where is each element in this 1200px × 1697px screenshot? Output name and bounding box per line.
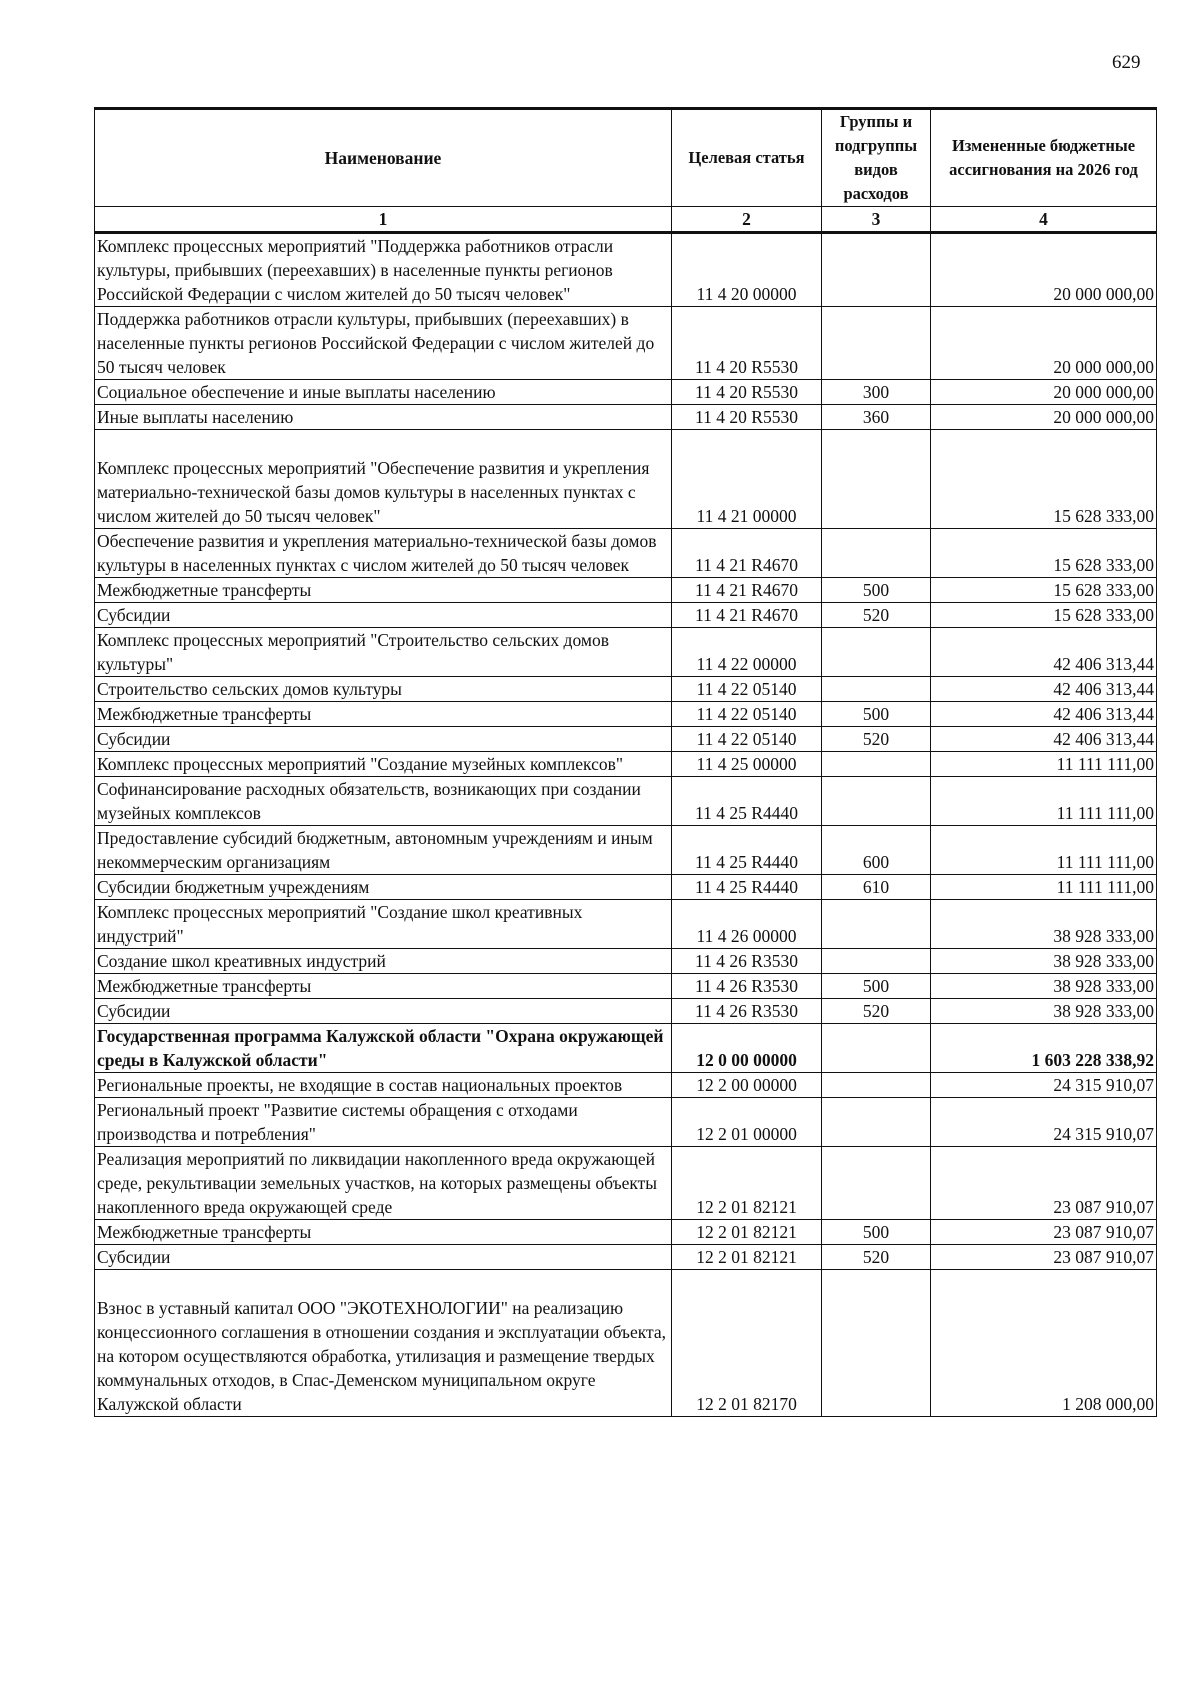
table-row [95,702,1157,727]
row-group: 500 [822,974,931,999]
row-group [822,1024,931,1073]
row-amount: 23 087 910,07 [931,1220,1157,1245]
column-number: 4 [931,207,1157,233]
row-code: 11 4 20 R5530 [672,307,822,380]
row-code: 12 2 01 82121 [672,1220,822,1245]
table-row [95,1147,1157,1220]
row-code: 11 4 25 R4440 [672,777,822,826]
row-code: 12 2 01 82121 [672,1147,822,1220]
row-code: 11 4 22 05140 [672,727,822,752]
row-group [822,777,931,826]
row-name: Межбюджетные трансферты [95,702,672,727]
row-name: Субсидии [95,603,672,628]
row-name: Региональные проекты, не входящие в состав национальных проектов [95,1073,672,1098]
table-row [95,529,1157,578]
table-row [95,628,1157,677]
table-row [95,875,1157,900]
row-code: 11 4 20 00000 [672,233,822,307]
table-row [95,578,1157,603]
row-amount: 11 111 111,00 [931,826,1157,875]
row-name: Региональный проект "Развитие системы обращения с отходами производства и потребления" [95,1098,672,1147]
row-group [822,1073,931,1098]
row-name: Государственная программа Калужской области "Охрана окружающей среды в Калужской области" [95,1024,672,1073]
column-number-row [95,207,1157,233]
row-group [822,628,931,677]
row-name: Межбюджетные трансферты [95,974,672,999]
table-row [95,949,1157,974]
budget-table [94,107,1157,1417]
row-name: Субсидии [95,727,672,752]
row-amount: 15 628 333,00 [931,430,1157,529]
row-amount: 24 315 910,07 [931,1073,1157,1098]
table-row [95,430,1157,529]
table-row [95,999,1157,1024]
table-row [95,1098,1157,1147]
row-amount: 23 087 910,07 [931,1147,1157,1220]
row-group: 500 [822,1220,931,1245]
table-row [95,752,1157,777]
row-amount: 42 406 313,44 [931,702,1157,727]
row-code: 11 4 21 R4670 [672,578,822,603]
table-row [95,677,1157,702]
row-name: Межбюджетные трансферты [95,578,672,603]
table-row [95,307,1157,380]
row-group: 520 [822,727,931,752]
row-code: 11 4 22 00000 [672,628,822,677]
row-name: Реализация мероприятий по ликвидации накопленного вреда окружающей среде, рекультивации земельных участков, на которых размещены объекты накопленного вреда окружающей среде [95,1147,672,1220]
row-group [822,949,931,974]
row-amount: 38 928 333,00 [931,999,1157,1024]
row-name: Взнос в уставный капитал ООО "ЭКОТЕХНОЛОГИИ" на реализацию концессионного соглашения в отношении создания и эксплуатации объекта, на котором осуществляются обработка, утилизация и размещение твердых коммунальных отходов, в Спас-Деменском муниципальном округе Калужской области [95,1270,672,1417]
row-amount: 15 628 333,00 [931,578,1157,603]
row-amount: 38 928 333,00 [931,974,1157,999]
row-group: 360 [822,405,931,430]
row-group [822,1098,931,1147]
row-name: Комплекс процессных мероприятий "Создание школ креативных индустрий" [95,900,672,949]
table-row [95,900,1157,949]
row-name: Строительство сельских домов культуры [95,677,672,702]
row-code: 12 2 01 82170 [672,1270,822,1417]
row-amount: 42 406 313,44 [931,677,1157,702]
row-name: Субсидии бюджетным учреждениям [95,875,672,900]
row-code: 11 4 22 05140 [672,677,822,702]
row-name: Субсидии [95,999,672,1024]
row-amount: 20 000 000,00 [931,307,1157,380]
row-name: Комплекс процессных мероприятий "Поддержка работников отрасли культуры, прибывших (переехавших) в населенные пункты регионов Российской Федерации с числом жителей до 50 тысяч человек" [95,233,672,307]
row-amount: 20 000 000,00 [931,380,1157,405]
row-name: Обеспечение развития и укрепления материально-технической базы домов культуры в населенных пунктах с числом жителей до 50 тысяч человек [95,529,672,578]
table-row [95,233,1157,307]
header-amount: Измененные бюджетные ассигнования на 2026 год [931,109,1157,207]
row-group: 500 [822,578,931,603]
table-row [95,1270,1157,1417]
row-name: Комплекс процессных мероприятий "Обеспечение развития и укрепления материально-технической базы домов культуры в населенных пунктах с числом жителей до 50 тысяч человек" [95,430,672,529]
row-amount: 20 000 000,00 [931,405,1157,430]
row-amount: 42 406 313,44 [931,727,1157,752]
row-name: Комплекс процессных мероприятий "Строительство сельских домов культуры" [95,628,672,677]
table-row [95,777,1157,826]
row-code: 11 4 21 00000 [672,430,822,529]
row-code: 11 4 21 R4670 [672,603,822,628]
row-code: 11 4 26 R3530 [672,999,822,1024]
row-group [822,1270,931,1417]
row-amount: 11 111 111,00 [931,777,1157,826]
table-row [95,1245,1157,1270]
row-code: 12 2 00 00000 [672,1073,822,1098]
header-name: Наименование [95,109,672,207]
row-group: 520 [822,999,931,1024]
row-code: 11 4 26 R3530 [672,974,822,999]
row-code: 12 2 01 00000 [672,1098,822,1147]
column-number: 3 [822,207,931,233]
column-number: 2 [672,207,822,233]
row-group: 300 [822,380,931,405]
row-code: 11 4 21 R4670 [672,529,822,578]
row-name: Поддержка работников отрасли культуры, прибывших (переехавших) в населенные пункты регионов Российской Федерации с числом жителей до 50 тысяч человек [95,307,672,380]
row-group: 610 [822,875,931,900]
column-number: 1 [95,207,672,233]
row-code: 11 4 26 00000 [672,900,822,949]
row-amount: 42 406 313,44 [931,628,1157,677]
row-name: Иные выплаты населению [95,405,672,430]
header-group: Группы и подгруппы видов расходов [822,109,931,207]
row-group: 520 [822,1245,931,1270]
row-amount: 24 315 910,07 [931,1098,1157,1147]
row-amount: 11 111 111,00 [931,875,1157,900]
row-code: 11 4 20 R5530 [672,405,822,430]
row-amount: 15 628 333,00 [931,603,1157,628]
table-row [95,603,1157,628]
row-code: 11 4 26 R3530 [672,949,822,974]
row-group [822,430,931,529]
table-row [95,727,1157,752]
row-group [822,233,931,307]
row-group: 520 [822,603,931,628]
row-amount: 1 208 000,00 [931,1270,1157,1417]
row-name: Создание школ креативных индустрий [95,949,672,974]
table-row [95,405,1157,430]
row-amount: 1 603 228 338,92 [931,1024,1157,1073]
row-amount: 11 111 111,00 [931,752,1157,777]
row-group [822,529,931,578]
row-amount: 20 000 000,00 [931,233,1157,307]
row-name: Межбюджетные трансферты [95,1220,672,1245]
table-row [95,1220,1157,1245]
row-code: 11 4 25 R4440 [672,875,822,900]
table-row [95,1024,1157,1073]
row-code: 11 4 25 00000 [672,752,822,777]
row-amount: 38 928 333,00 [931,900,1157,949]
row-name: Субсидии [95,1245,672,1270]
row-name: Предоставление субсидий бюджетным, автономным учреждениям и иным некоммерческим организациям [95,826,672,875]
row-group [822,307,931,380]
row-code: 12 2 01 82121 [672,1245,822,1270]
table-header-row [95,109,1157,207]
row-group [822,1147,931,1220]
row-group [822,677,931,702]
table-row [95,974,1157,999]
row-name: Комплекс процессных мероприятий "Создание музейных комплексов" [95,752,672,777]
row-code: 11 4 25 R4440 [672,826,822,875]
table-row [95,380,1157,405]
row-code: 12 0 00 00000 [672,1024,822,1073]
row-name: Софинансирование расходных обязательств, возникающих при создании музейных комплексов [95,777,672,826]
row-group: 500 [822,702,931,727]
table-row [95,826,1157,875]
table-row [95,1073,1157,1098]
row-group: 600 [822,826,931,875]
row-code: 11 4 20 R5530 [672,380,822,405]
row-group [822,900,931,949]
page-number: 629 [1112,52,1141,73]
row-amount: 23 087 910,07 [931,1245,1157,1270]
row-code: 11 4 22 05140 [672,702,822,727]
row-name: Социальное обеспечение и иные выплаты населению [95,380,672,405]
row-amount: 15 628 333,00 [931,529,1157,578]
row-group [822,752,931,777]
row-amount: 38 928 333,00 [931,949,1157,974]
header-code: Целевая статья [672,109,822,207]
